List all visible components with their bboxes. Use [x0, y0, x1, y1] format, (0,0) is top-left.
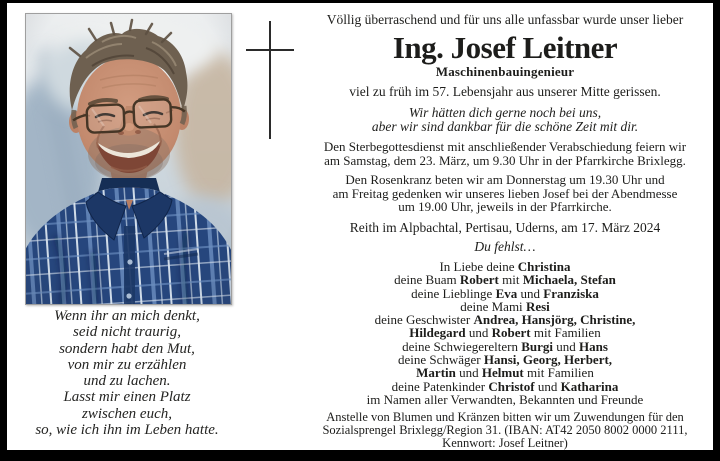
text-line: zwischen euch, [82, 405, 172, 422]
text-line: und zu lachen. [83, 373, 171, 390]
family-line: In Liebe deine Christina [439, 258, 571, 274]
family-line: Martin und Helmut mit Familien [416, 365, 594, 381]
announcement-column [299, 3, 711, 450]
text-line: Kennwort: Josef Leitner) [442, 436, 568, 451]
du-fehlst-line: Du fehlst… [474, 238, 536, 254]
donation-paragraph [299, 411, 711, 450]
family-line: Hildegard und Robert mit Familien [409, 325, 601, 341]
family-line: deine Patenkinder Christof und Katharina [391, 378, 619, 394]
intro-line: Völlig überraschend und für uns alle unfassbar wurde unser lieber [326, 12, 684, 27]
text-line: sondern habt den Mut, [59, 340, 195, 357]
text-line: Wir hätten dich gerne noch bei uns, [408, 105, 602, 120]
family-line: deine Mami Resi [460, 298, 550, 314]
text-line: Anstelle von Blumen und Kränzen bitten wir um Zuwendungen für den [326, 410, 684, 425]
text-line: Den Rosenkranz beten wir am Donnerstag um 19.30 Uhr und [345, 172, 665, 188]
portrait-illustration [26, 14, 231, 304]
text-line: Wenn ihr an mich denkt, [54, 308, 200, 324]
profession: Maschinenbauingenieur [435, 64, 575, 79]
rosary-paragraph [299, 173, 711, 214]
text-line: Lasst mir einen Platz [63, 389, 191, 406]
memorial-poem [7, 308, 247, 438]
text-line: aber wir sind dankbar für die schöne Zeit mit dir. [371, 119, 639, 135]
memorial-cross-icon [244, 18, 296, 142]
family-line: deine Geschwister Andrea, Hansjörg, Christine, [374, 312, 636, 328]
text-line: um 19.00 Uhr, jeweils in der Pfarrkirche. [398, 199, 612, 215]
text-line: am Freitag gedenken wir unseres lieben Josef bei der Abendmesse [332, 185, 678, 201]
family-line: im Namen aller Verwandten, Bekannten und Freunde [366, 391, 644, 407]
service-paragraph [299, 140, 711, 167]
text-line: Den Sterbegottesdienst mit anschließender Verabschiedung feiern wir [323, 139, 687, 155]
portrait-photo [25, 13, 232, 305]
family-line: deine Buam Robert mit Michaela, Stefan [394, 272, 616, 288]
family-line: deine Lieblinge Eva und Franziska [411, 285, 599, 301]
quote-paragraph [299, 106, 711, 134]
age-line: viel zu früh im 57. Lebensjahr aus unserer Mitte gerissen. [349, 84, 661, 99]
text-line: so, wie ich ihn im Leben hatte. [35, 422, 219, 439]
family-line: deine Schwäger Hansi, Georg, Herbert, [397, 351, 613, 367]
family-line: deine Schwiegereltern Burgi und Hans [402, 338, 608, 354]
text-line: Sozialsprengel Brixlegg/Region 31. (IBAN: AT42 2050 8002 0000 2111, [322, 423, 688, 438]
text-line: von mir zu erzählen [67, 356, 187, 373]
places-date-line: Reith im Alpbachtal, Pertisau, Uderns, am 17. März 2024 [349, 219, 661, 235]
text-line: am Samstag, dem 23. März, um 9.30 Uhr in der Pfarrkirche Brixlegg. [324, 152, 686, 168]
text-line: seid nicht traurig, [73, 324, 181, 341]
deceased-name: Ing. Josef Leitner [392, 30, 618, 65]
family-list [299, 260, 711, 406]
